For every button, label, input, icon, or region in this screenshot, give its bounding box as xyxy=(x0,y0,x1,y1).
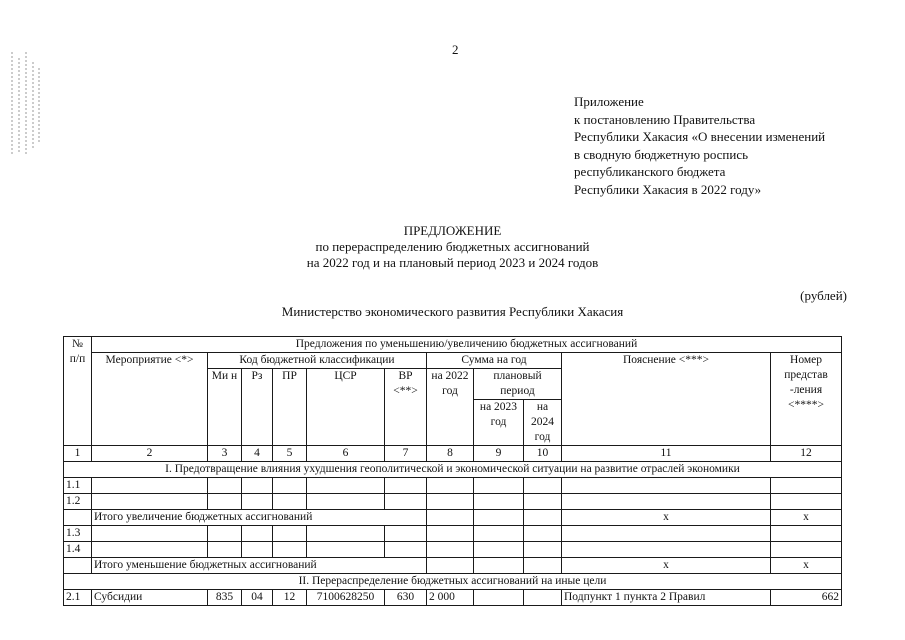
column-number: 11 xyxy=(562,446,771,462)
x-mark: х xyxy=(562,510,771,526)
column-number: 7 xyxy=(385,446,427,462)
document-title xyxy=(0,223,905,271)
column-number: 10 xyxy=(524,446,562,462)
x-mark: х xyxy=(771,558,842,574)
header-2024: на 2024 год xyxy=(524,400,562,446)
appendix-line: Республики Хакасия в 2022 году» xyxy=(574,181,762,197)
column-number: 3 xyxy=(208,446,242,462)
column-number-row xyxy=(64,446,842,462)
header-rz: Рз xyxy=(242,369,273,446)
sum-2022-cell: 2 000 xyxy=(427,590,474,606)
event-cell: Субсидии xyxy=(92,590,208,606)
total-row xyxy=(64,558,842,574)
row-number: 1.2 xyxy=(64,494,92,510)
table-row xyxy=(64,542,842,558)
column-number: 8 xyxy=(427,446,474,462)
appendix-line: Приложение xyxy=(574,94,644,109)
header-planned-period: плановый период xyxy=(474,369,562,400)
representation-number-cell: 662 xyxy=(771,590,842,606)
table-row xyxy=(64,590,842,606)
allocation-table xyxy=(63,336,842,606)
csr-cell: 7100628250 xyxy=(307,590,385,606)
section-heading: II. Перераспределение бюджетных ассигнований на иные цели xyxy=(64,574,842,590)
registration-stamp-icon xyxy=(4,48,42,160)
table-row xyxy=(64,494,842,510)
title-subline: на 2022 год и на плановый период 2023 и 2024 годов xyxy=(306,255,599,270)
total-increase-label: Итого увеличение бюджетных ассигнований xyxy=(92,510,427,526)
header-2023: на 2023 год xyxy=(474,400,524,446)
rz-cell: 04 xyxy=(242,590,273,606)
title-subline: по перераспределению бюджетных ассигнований xyxy=(315,239,590,254)
appendix-line: к постановлению Правительства xyxy=(574,111,756,127)
appendix-reference xyxy=(574,93,825,198)
header-vr: ВР <**> xyxy=(385,369,427,446)
column-number: 9 xyxy=(474,446,524,462)
header-pr: ПР xyxy=(273,369,307,446)
section-heading: I. Предотвращение влияния ухудшения геополитической и экономической ситуации на развитие отраслей экономики xyxy=(64,462,842,478)
column-number: 1 xyxy=(64,446,92,462)
column-number: 12 xyxy=(771,446,842,462)
x-mark: х xyxy=(562,558,771,574)
row-number: 1.4 xyxy=(64,542,92,558)
row-number: 1.3 xyxy=(64,526,92,542)
table-row xyxy=(64,526,842,542)
column-number: 6 xyxy=(307,446,385,462)
header-sum-per-year: Сумма на год xyxy=(427,353,562,369)
units-label: (рублей) xyxy=(800,288,847,303)
appendix-line: Республики Хакасия «О внесении изменений xyxy=(574,129,826,144)
table-row xyxy=(64,478,842,494)
sum-2023-cell xyxy=(474,590,524,606)
pr-cell: 12 xyxy=(273,590,307,606)
total-decrease-label: Итого уменьшение бюджетных ассигнований xyxy=(92,558,427,574)
column-number: 5 xyxy=(273,446,307,462)
header-event: Мероприятие <*> xyxy=(92,353,208,446)
header-no: № п/п xyxy=(64,337,92,446)
row-number: 2.1 xyxy=(64,590,92,606)
header-proposals: Предложения по уменьшению/увеличению бюджетных ассигнований xyxy=(92,337,842,353)
appendix-line: в сводную бюджетную роспись xyxy=(574,146,749,162)
row-number: 1.1 xyxy=(64,478,92,494)
min-cell: 835 xyxy=(208,590,242,606)
header-classification-code: Код бюджетной классификации xyxy=(208,353,427,369)
vr-cell: 630 xyxy=(385,590,427,606)
sum-2024-cell xyxy=(524,590,562,606)
total-row xyxy=(64,510,842,526)
page-number: 2 xyxy=(452,42,459,57)
header-representation-number: Номер представ -ления <****> xyxy=(771,353,842,446)
column-number: 4 xyxy=(242,446,273,462)
title-heading: ПРЕДЛОЖЕНИЕ xyxy=(403,223,502,238)
header-2022: на 2022 год xyxy=(427,369,474,446)
appendix-line: республиканского бюджета xyxy=(574,164,726,179)
column-number: 2 xyxy=(92,446,208,462)
x-mark: х xyxy=(771,510,842,526)
ministry-name: Министерство экономического развития Республики Хакасия xyxy=(281,304,624,319)
header-csr: ЦСР xyxy=(307,369,385,446)
header-min: Ми н xyxy=(208,369,242,446)
explanation-cell: Подпункт 1 пункта 2 Правил xyxy=(562,590,771,606)
header-explanation: Пояснение <***> xyxy=(562,353,771,446)
